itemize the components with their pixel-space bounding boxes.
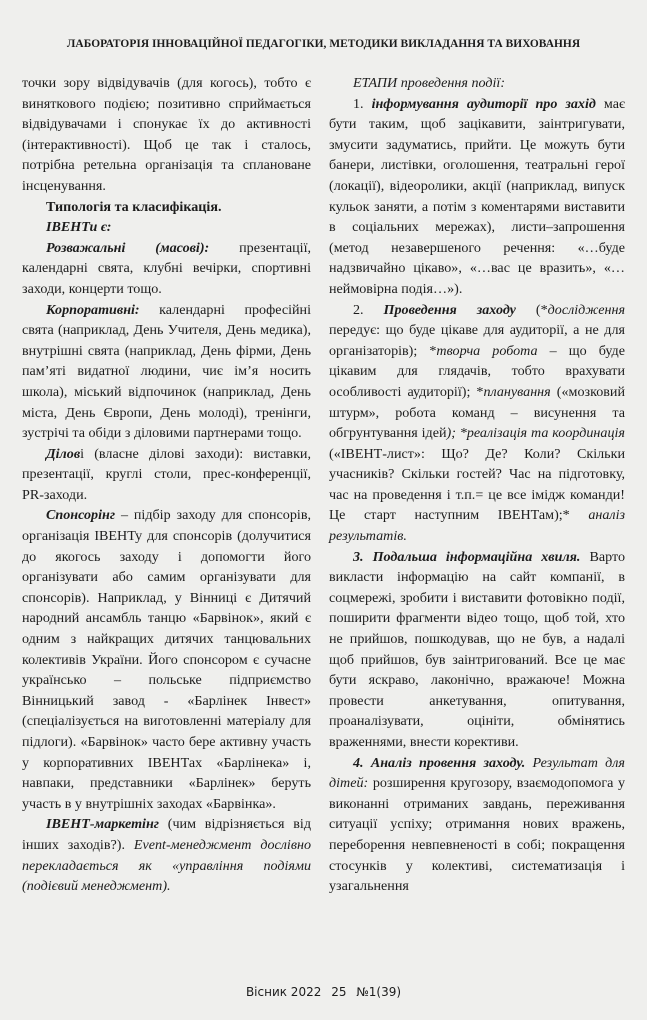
paragraph-entertainment [22,238,311,300]
paragraph-corporate [22,300,311,444]
stage-2-text-d: («мозковий штурм», робота команд – висунення та обгрунтування ідей [329,383,625,442]
text-event-marketing: (чим відрізняється від інших заходів?). [22,816,311,853]
stage-2-text-c: – що буде цікавим для глядачів, тобто врахувати особливості аудиторії); * [329,342,625,400]
stage-3-text: Варто викласти інформацію на сайт компанії, в соцмережі, зробити і виставити фотовікно події, поширити фрагменти відео тощо, щоб той, хто не прийшов, пошкодував, що не був, а надалі щоб прийшов, був заінтригований. Все це має бути яскраво, лаконічно, вражаюче! Можна провести анкетування, опитування, проаналізувати, оцініти, обмінятись враженнями, внести корективи. [329,548,625,750]
stage-4-term: 4. Аналіз провення заходу. [353,754,526,771]
text-sponsoring: – підбір заходу для спонсорів, організація ІВЕНТу для спонсорів (долучитися до якогось заходу і допомогти його організувати або самим організувати для спонсорів). Наприклад, у Вінниці є Дитячий народний ансамбль танцю «Барвінок», який є одним з найкращих дитячих танцювальних колективів України. Його спонсором є сучасне українсько – польське підприємство Вінницький завод - «Барлінек Інвест» (спеціалізується на виготовленні матеріалу для підлоги). «Барвінок» часто бере активну участь у корпоративних ІВЕНТах «Барлінека» і, навпаки, представники «Барлінек» беруть участь в у внутрішніх заходах «Барвінка». [22,507,311,812]
stage-3-term: 3. Подальша інформаційна хвиля. [353,548,581,565]
term-corporate: Корпоративні: [46,301,140,318]
paragraph-sponsoring [22,505,311,814]
stage-2-paragraph [329,300,625,547]
stage-2-creative-work: творча робота [436,342,538,359]
left-column [22,73,311,897]
right-column [329,73,625,897]
events-label: ІВЕНТи є: [46,219,112,236]
stage-1-paragraph [329,94,625,300]
text-entertainment: презентації, календарні свята, клубні вечірки, спортивні заходи, концерти тощо. [22,239,312,297]
paragraph-intro-continuation: точки зору відвідувачів (для когось), тобто є виняткового подією; позитивно сприймається відвідувачами і спонукає їх до активності (інтерактивності). Щоб це так і сталось, потрібна ретельна організація та сплановане інсценування. [22,75,311,194]
term-event-marketing: ІВЕНТ-маркетінг [46,816,159,833]
stage-1-term: інформування аудиторії про захід [371,95,596,112]
stage-2-term: Проведення заходу [383,301,516,318]
footer-page-number: 25 [331,985,347,999]
page-footer [0,985,647,999]
stage-2-research: дослідження [547,301,625,318]
term-business: Ділов [46,445,81,462]
footer-issue: №1(39) [356,985,402,999]
running-header: ЛАБОРАТОРІЯ ІННОВАЦІЙНОЇ ПЕДАГОГІКИ, МЕТОДИКИ ВИКЛАДАННЯ ТА ВИХОВАННЯ [66,38,581,50]
text-business: і (власне ділові заходи): виставки, презентації, круглі столи, прес-конференції, PR-заходи. [22,445,311,503]
stage-1-text: має бути таким, щоб зацікавити, заінтригувати, змусити задуматись, прийти. Це можуть бути банери, листівки, оголошення, театральні герої (локації), відеоролики, акції (наприклад, випуск кульок заняти, а потім з коментарями виставити в соціальних мережах), листи–запрошення (метод незавершеного речення: «…буде надзвичайно цікаво», «…вас це вразить», «…неймовірна подія…»). [329,95,625,297]
term-entertainment: Розважальні (масові): [46,239,210,256]
text-corporate: календарні професійні свята (наприклад, День Учителя, День медика), внутрішні свята (наприклад, День фірми, День пам’яті видатної людини, чиє ім’я носить школа), міський відпочинок (наприклад, День міста, День Європи, День молоді), тренінги, зустрічі та обіди з діловими партнерами тощо. [22,301,311,442]
typology-heading: Типологія та класифікація. [46,198,222,215]
paragraph-event-marketing [22,814,311,896]
stage-2-text-a: (* [515,301,548,318]
term-sponsoring: Спонсорінг [46,507,116,524]
stage-2-implementation: ); *реалізація та координація [446,425,625,442]
footer-journal: Вісник 2022 [245,985,322,999]
stage-4-result-label: Результат для дітей: [329,754,625,792]
stage-1-number: 1. [353,95,372,112]
stage-2-planning: планування [483,383,551,400]
stage-2-text-e: («ІВЕНТ-лист»: Що? Де? Коли? Скільки учасників? Скільки гостей? Час на підготовку, час на проведення і т.п.= це все імідж команди! Це старт наступним ІВЕНТам);* [329,445,625,524]
stage-3-paragraph [329,547,625,753]
text-event-management: Event-менеджмент дослівно перекладається як «управління подіями (подієвий менеджмент). [22,836,311,895]
stages-heading: ЕТАПИ проведення події: [353,75,506,91]
stage-4-text: розширення кругозору, взаємодопомога у виконанні отриманих завдань, переживання ситуації успіху; отримання нових вражень, переборення невпевненості в собі; покращення стосунків у колективі, систематизація і узагальнення [329,775,625,895]
stage-2-analysis: аналіз результатів. [329,507,625,545]
stage-2-text-b: передує: що буде цікаве для аудиторії, а не для організаторів); * [329,322,625,359]
stage-2-number: 2. [353,301,384,318]
paragraph-business [22,444,311,506]
stage-4-paragraph [329,753,625,897]
